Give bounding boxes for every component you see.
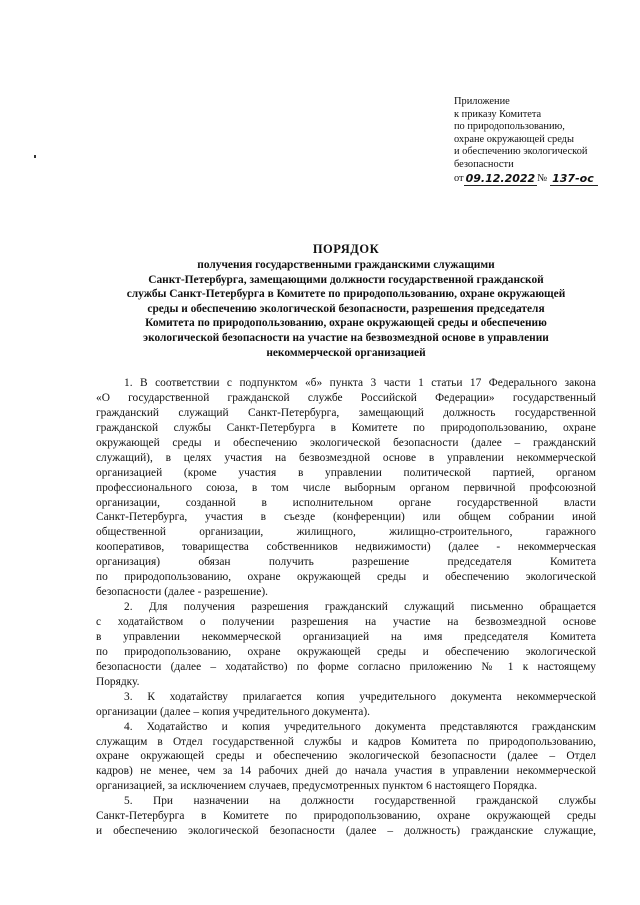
annex-line: безопасности xyxy=(454,158,514,170)
body-line: с ходатайством о получении разрешения на участие на безвозмездной основе xyxy=(96,616,596,628)
body-line: кооперативов, товарищества собственников недвижимости) (далее - некоммерческая xyxy=(96,541,596,554)
body-line: Санкт-Петербурга в Комитете по природопользованию, охране окружающей среды xyxy=(96,810,596,823)
body-line: 2. Для получения разрешения гражданский служащий письменно обращается xyxy=(124,601,596,614)
subtitle-line: среды и обеспечению экологической безопасности, разрешения председателя xyxy=(147,302,545,315)
body-line: гражданский служащий Санкт-Петербурга, замещающий должность государственной xyxy=(96,406,596,419)
body-line: организации, созданной в исполнительном органе государственной власти xyxy=(96,496,596,509)
body-line: 1. В соответствии с подпунктом «б» пункта 3 части 1 статьи 17 Федерального закона xyxy=(124,377,596,389)
body-line: безопасности (далее - разрешение). xyxy=(96,586,268,599)
subtitle-line: службы Санкт-Петербурга в Комитете по природопользованию, охране окружающей xyxy=(126,288,566,301)
order-date: 09.12.2022 xyxy=(465,171,536,185)
body-line: организацией (кроме участия в управлении политической партией, органом xyxy=(96,466,596,479)
body-line: в управлении некоммерческой организацией на имя председателя Комитета xyxy=(96,630,596,643)
order-number: 137-ос xyxy=(550,173,598,186)
body-line: служащим в Отдел государственной службы и кадров Комитета по природопользованию, xyxy=(96,735,596,748)
body-line: по природопользованию, охране окружающей среды и обеспечению экологической xyxy=(96,571,596,584)
body-line: Порядку. xyxy=(96,675,140,688)
body-line: организацией, за исключением случаев, предусмотренных пунктом 6 настоящего Порядка. xyxy=(96,780,538,793)
subtitle-line: Комитета по природопользованию, охране окружающей среды и обеспечению xyxy=(145,317,547,330)
body-line: Санкт-Петербурга, участия в съезде (конференции) или общем собрании иной xyxy=(96,511,596,524)
body-line: 3. К ходатайству прилагается копия учредительного документа некоммерческой xyxy=(124,690,596,703)
document-title-block xyxy=(96,242,596,360)
body-line: окружающей среды и обеспечению экологической безопасности (далее – гражданский xyxy=(96,436,596,449)
body-line: 5. При назначении на должности государственной гражданской службы xyxy=(124,795,596,808)
body-line: гражданской службы Санкт-Петербурга в Комитете по природопользованию, охране xyxy=(96,421,596,434)
subtitle-line: экологической безопасности на участие на безвозмездной основе в управлении xyxy=(143,331,549,344)
subtitle-line: Санкт-Петербурга, замещающими должности государственной гражданской xyxy=(148,273,544,286)
annex-line: охране окружающей среды xyxy=(454,133,574,145)
body-line: и обеспечению экологической безопасности (далее – должность) гражданские служащие, xyxy=(96,825,596,838)
body-line: организации (далее – копия учредительного документа). xyxy=(96,705,370,718)
body-line: кадров) не менее, чем за 14 рабочих дней до начала участия в управлении некоммерческой xyxy=(96,765,596,778)
body-line: служащий), в целях участия на безвозмездной основе в управлении некоммерческой xyxy=(96,451,596,464)
annex-header xyxy=(454,96,624,186)
subtitle-line: получения государственными гражданскими служащими xyxy=(197,259,495,271)
annex-line: Приложение xyxy=(454,96,510,107)
date-prefix: от xyxy=(454,172,464,184)
subtitle-line: некоммерческой организацией xyxy=(266,346,426,359)
document-title: ПОРЯДОК xyxy=(312,242,380,256)
body-line: по природопользованию, охране окружающей среды и обеспечению экологической xyxy=(96,645,596,658)
body-line: общественной организации, жилищного, жилищно-строительного, гаражного xyxy=(96,526,596,539)
annex-line: и обеспечению экологической xyxy=(454,146,588,158)
number-prefix: № xyxy=(537,172,548,184)
annex-line: по природопользованию, xyxy=(454,121,565,133)
body-line: охране окружающей среды и обеспечению экологической безопасности (далее – Отдел xyxy=(96,750,596,763)
body-line: 4. Ходатайство и копия учредительного документа представляются гражданским xyxy=(124,720,596,733)
body-line: организация) обязан получить разрешение председателя Комитета xyxy=(96,556,596,569)
body-line: «О государственной гражданской службе Российской Федерации» государственный xyxy=(96,391,596,404)
scan-speck xyxy=(34,155,36,158)
annex-line: к приказу Комитета xyxy=(454,108,542,120)
document-body xyxy=(96,376,596,839)
body-line: профессионального союза, в том числе выборным органом первичной профсоюзной xyxy=(96,481,596,494)
order-date-number xyxy=(454,173,624,186)
body-line: безопасности (далее – ходатайство) по форме согласно приложению № 1 к настоящему xyxy=(96,660,596,673)
